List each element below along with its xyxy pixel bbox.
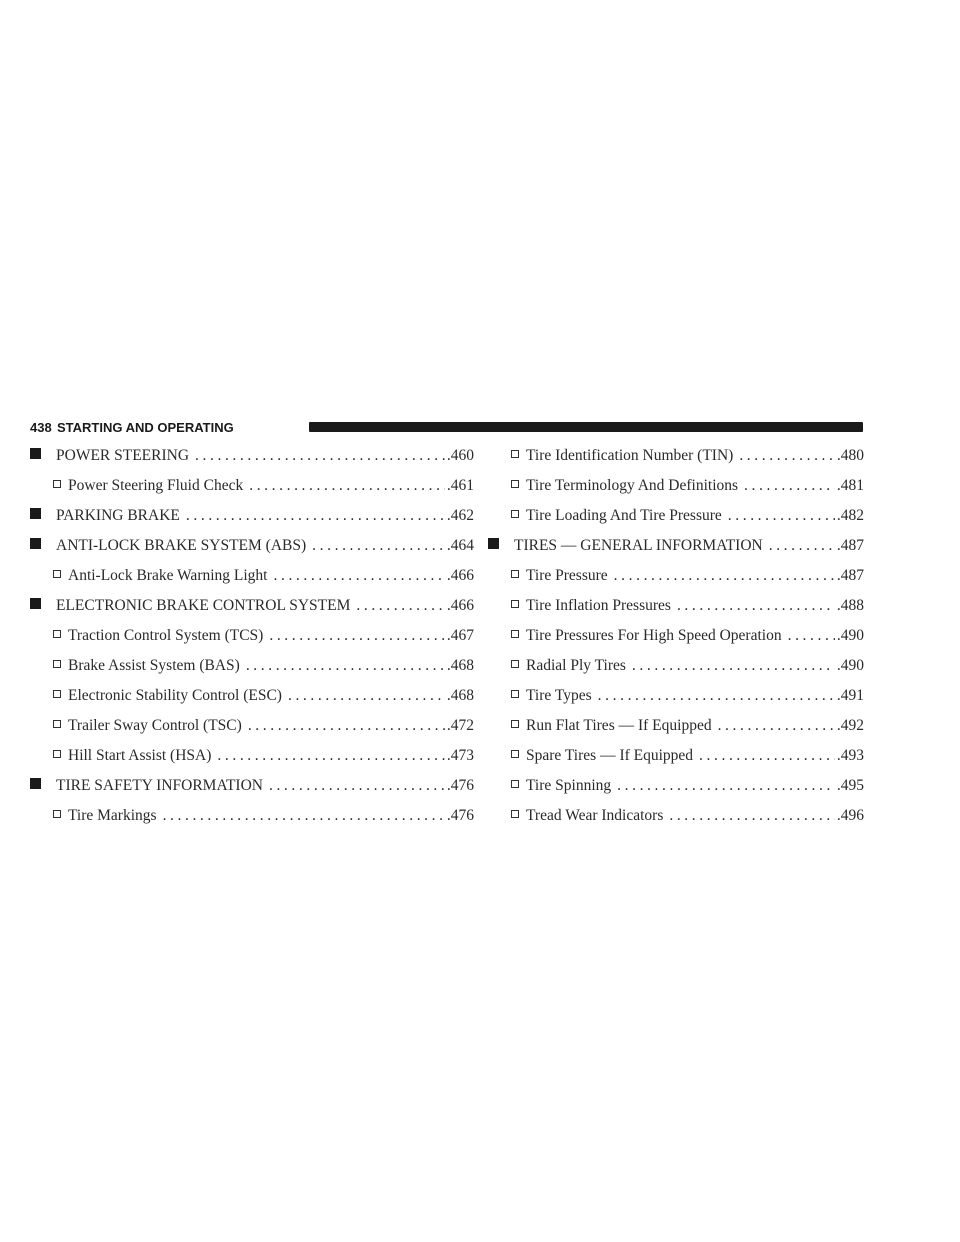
hollow-square-bullet-icon [53, 720, 61, 728]
hollow-square-bullet-icon [511, 450, 519, 458]
dot-leader [163, 801, 445, 831]
toc-subsection-entry[interactable] [488, 591, 864, 621]
toc-entry-title: TIRE SAFETY INFORMATION [56, 777, 263, 794]
toc-subsection-entry[interactable] [488, 681, 864, 711]
toc-page-number: .468 [446, 657, 474, 674]
hollow-square-bullet-icon [511, 600, 519, 608]
toc-entry-title: Electronic Stability Control (ESC) [68, 687, 282, 704]
hollow-square-bullet-icon [53, 750, 61, 758]
toc-subsection-entry[interactable] [488, 621, 864, 651]
toc-subsection-entry[interactable] [488, 801, 864, 831]
toc-subsection-entry[interactable] [30, 651, 474, 681]
toc-left-column [30, 441, 474, 831]
dot-leader [246, 651, 445, 681]
toc-page-number: .487 [836, 567, 864, 584]
toc-subsection-entry[interactable] [488, 471, 864, 501]
hollow-square-bullet-icon [53, 690, 61, 698]
page-header [30, 417, 863, 437]
dot-leader [614, 561, 835, 591]
page-number: 438 [30, 420, 52, 435]
toc-entry-title: Tire Pressure [526, 567, 608, 584]
hollow-square-bullet-icon [511, 750, 519, 758]
toc-page-number: .488 [836, 597, 864, 614]
toc-page-number: .460 [446, 447, 474, 464]
toc-entry-title: Tire Terminology And Definitions [526, 477, 739, 494]
hollow-square-bullet-icon [511, 480, 519, 488]
hollow-square-bullet-icon [511, 810, 519, 818]
header-rule-bar [309, 422, 863, 432]
toc-entry-title: TIRES — GENERAL INFORMATION [514, 537, 763, 554]
toc-page-number: .468 [446, 687, 474, 704]
hollow-square-bullet-icon [53, 480, 61, 488]
toc-subsection-entry[interactable] [30, 681, 474, 711]
toc-page-number: .487 [836, 537, 864, 554]
hollow-square-bullet-icon [53, 660, 61, 668]
filled-square-bullet-icon [30, 598, 41, 609]
toc-right-column [488, 441, 864, 831]
filled-square-bullet-icon [30, 538, 41, 549]
hollow-square-bullet-icon [511, 510, 519, 518]
toc-subsection-entry[interactable] [30, 471, 474, 501]
toc-entry-title: Trailer Sway Control (TSC) [68, 717, 242, 734]
toc-entry-title: POWER STEERING [56, 447, 190, 464]
toc-page-number: .466 [446, 597, 474, 614]
hollow-square-bullet-icon [53, 570, 61, 578]
dot-leader [598, 681, 835, 711]
toc-page-number: .480 [836, 447, 864, 464]
dot-leader [274, 561, 445, 591]
toc-page-number: .461 [446, 477, 474, 494]
filled-square-bullet-icon [488, 538, 499, 549]
toc-section-entry[interactable] [30, 441, 474, 471]
toc-page-number: .466 [446, 567, 474, 584]
dot-leader [356, 591, 445, 621]
dot-leader [718, 711, 835, 741]
toc-entry-title: Run Flat Tires — If Equipped [526, 717, 712, 734]
toc-subsection-entry[interactable] [30, 741, 474, 771]
dot-leader [632, 651, 835, 681]
toc-entry-title: Tire Pressures For High Speed Operation [526, 627, 782, 644]
toc-entry-title: Tire Spinning [526, 777, 612, 794]
dot-leader [739, 441, 835, 471]
toc-entry-title: ELECTRONIC BRAKE CONTROL SYSTEM [56, 597, 351, 614]
toc-entry-title: Power Steering Fluid Check [68, 477, 244, 494]
toc-section-entry[interactable] [30, 771, 474, 801]
hollow-square-bullet-icon [511, 630, 519, 638]
toc-entry-title: Traction Control System (TCS) [68, 627, 264, 644]
dot-leader [249, 471, 445, 501]
toc-entry-title: ANTI-LOCK BRAKE SYSTEM (ABS) [56, 537, 307, 554]
toc-section-entry[interactable] [488, 531, 864, 561]
toc-entry-title: Tire Inflation Pressures [526, 597, 671, 614]
hollow-square-bullet-icon [511, 660, 519, 668]
toc-subsection-entry[interactable] [488, 711, 864, 741]
toc-section-entry[interactable] [30, 501, 474, 531]
dot-leader [248, 711, 445, 741]
hollow-square-bullet-icon [53, 810, 61, 818]
toc-subsection-entry[interactable] [488, 771, 864, 801]
toc-subsection-entry[interactable] [30, 801, 474, 831]
toc-page-number: .476 [446, 777, 474, 794]
dot-leader [728, 501, 835, 531]
toc-page-number: .481 [836, 477, 864, 494]
hollow-square-bullet-icon [511, 690, 519, 698]
dot-leader [669, 801, 835, 831]
toc-subsection-entry[interactable] [488, 741, 864, 771]
toc-page-number: .492 [836, 717, 864, 734]
toc-subsection-entry[interactable] [488, 651, 864, 681]
filled-square-bullet-icon [30, 778, 41, 789]
dot-leader [788, 621, 835, 651]
hollow-square-bullet-icon [511, 570, 519, 578]
toc-subsection-entry[interactable] [488, 561, 864, 591]
toc-page-number: .462 [446, 507, 474, 524]
toc-entry-title: Hill Start Assist (HSA) [68, 747, 212, 764]
dot-leader [269, 621, 445, 651]
toc-subsection-entry[interactable] [488, 441, 864, 471]
toc-page-number: .476 [446, 807, 474, 824]
toc-page-number: .467 [446, 627, 474, 644]
toc-page-number: .473 [446, 747, 474, 764]
toc-page-number: .495 [836, 777, 864, 794]
toc-entry-title: Tire Loading And Tire Pressure [526, 507, 722, 524]
toc-page-number: .472 [446, 717, 474, 734]
dot-leader [617, 771, 835, 801]
dot-leader [744, 471, 835, 501]
toc-page-number: .490 [836, 657, 864, 674]
toc-section-entry[interactable] [30, 591, 474, 621]
dot-leader [288, 681, 445, 711]
hollow-square-bullet-icon [511, 780, 519, 788]
toc-entry-title: Tread Wear Indicators [526, 807, 664, 824]
toc-subsection-entry[interactable] [30, 711, 474, 741]
toc-entry-title: PARKING BRAKE [56, 507, 180, 524]
toc-page-number: .496 [836, 807, 864, 824]
toc-entry-title: Tire Identification Number (TIN) [526, 447, 734, 464]
dot-leader [699, 741, 835, 771]
hollow-square-bullet-icon [511, 720, 519, 728]
toc-page-number: .464 [446, 537, 474, 554]
dot-leader [195, 441, 445, 471]
toc-subsection-entry[interactable] [30, 621, 474, 651]
dot-leader [217, 741, 444, 771]
toc-page-number: .491 [836, 687, 864, 704]
toc-entry-title: Brake Assist System (BAS) [68, 657, 240, 674]
toc-entry-title: Spare Tires — If Equipped [526, 747, 694, 764]
toc-subsection-entry[interactable] [488, 501, 864, 531]
toc-entry-title: Tire Markings [68, 807, 157, 824]
dot-leader [677, 591, 835, 621]
filled-square-bullet-icon [30, 508, 41, 519]
section-title: STARTING AND OPERATING [57, 420, 234, 435]
dot-leader [769, 531, 835, 561]
hollow-square-bullet-icon [53, 630, 61, 638]
dot-leader [186, 501, 445, 531]
toc-page-number: .482 [836, 507, 864, 524]
toc-section-entry[interactable] [30, 531, 474, 561]
toc-entry-title: Tire Types [526, 687, 592, 704]
dot-leader [269, 771, 445, 801]
toc-page-number: .490 [836, 627, 864, 644]
toc-page-number: .493 [836, 747, 864, 764]
toc-subsection-entry[interactable] [30, 561, 474, 591]
filled-square-bullet-icon [30, 448, 41, 459]
dot-leader [312, 531, 445, 561]
toc-entry-title: Anti-Lock Brake Warning Light [68, 567, 268, 584]
toc-entry-title: Radial Ply Tires [526, 657, 626, 674]
